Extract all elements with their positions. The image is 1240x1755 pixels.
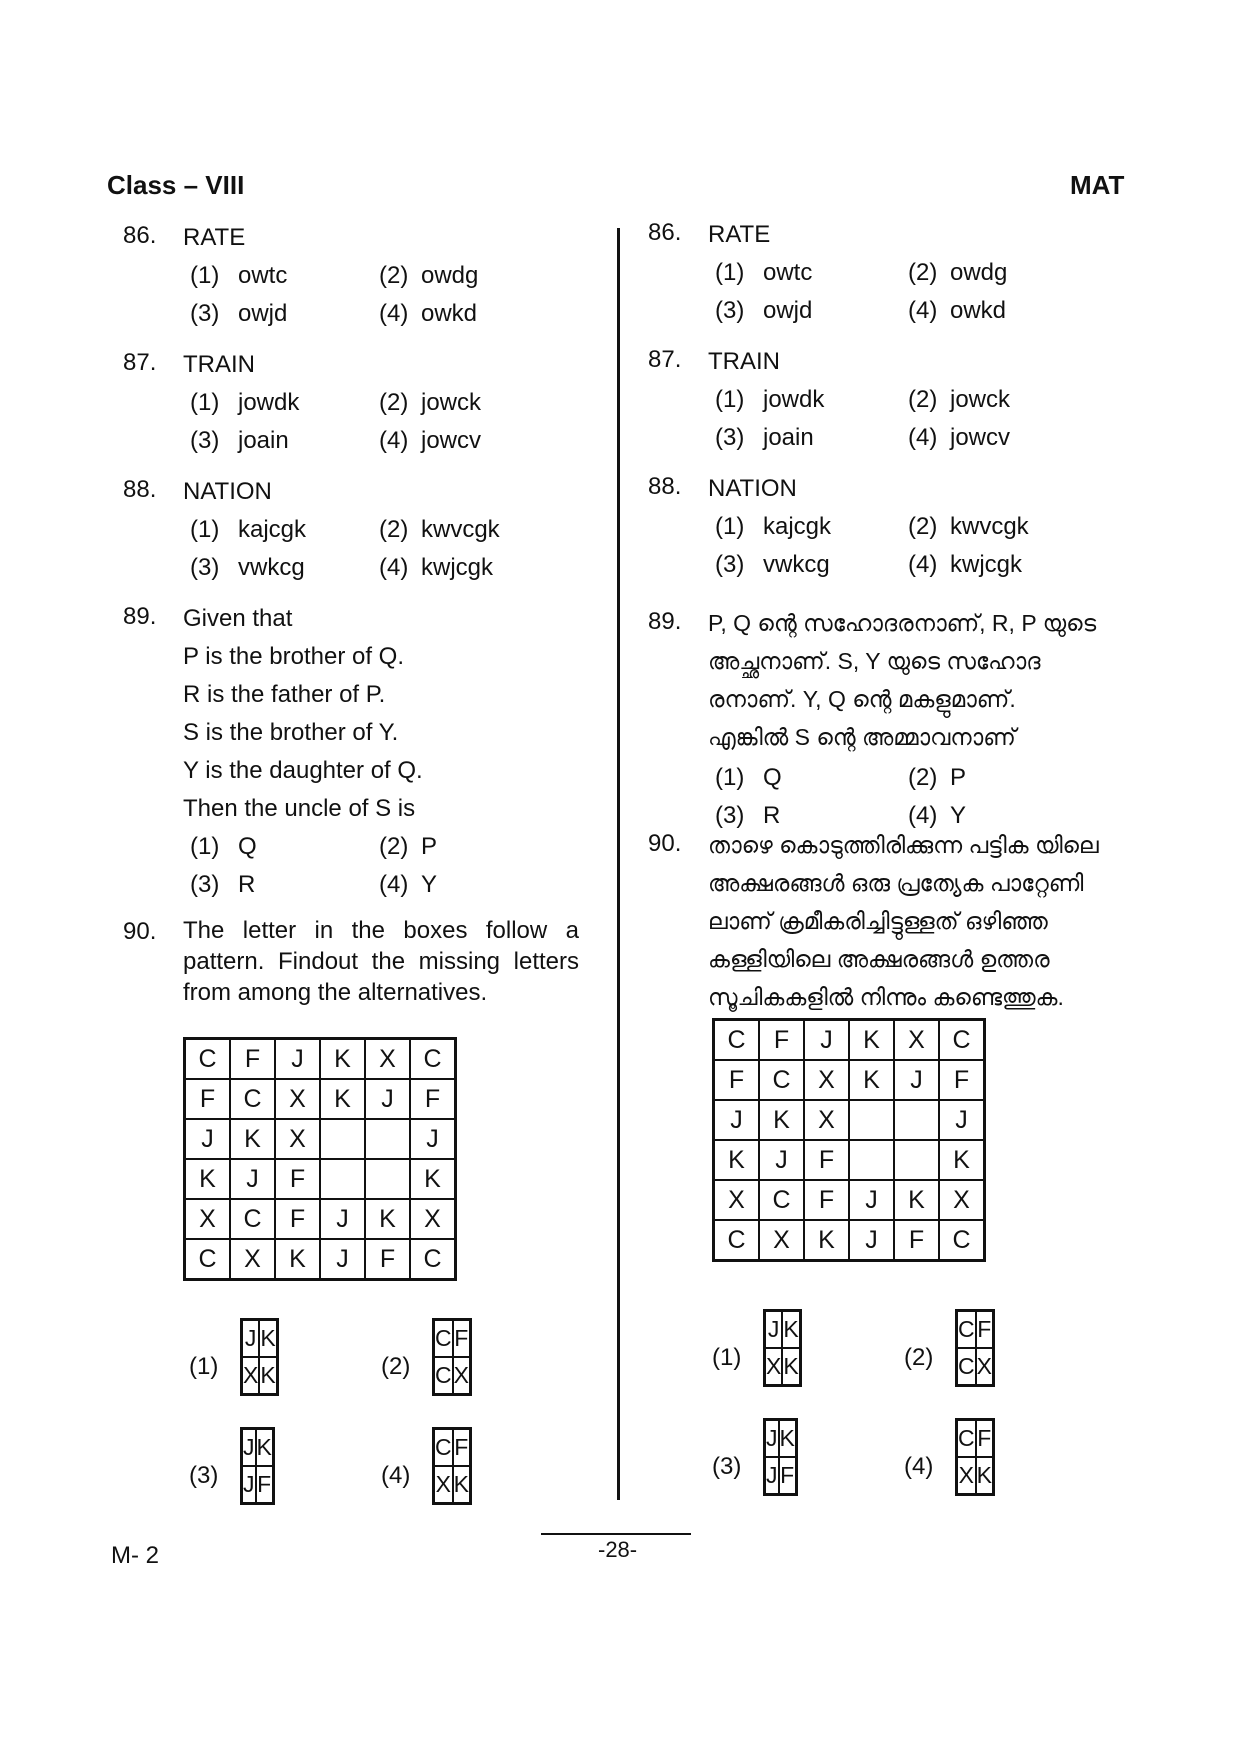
option-number: (3) — [715, 297, 745, 324]
grid-cell: J — [242, 1320, 260, 1358]
grid-cell: X — [365, 1039, 410, 1080]
grid-cell: C — [230, 1199, 275, 1239]
option-number: (1) — [715, 513, 745, 540]
grid-cell: F — [759, 1020, 804, 1061]
option-number: (4) — [379, 300, 409, 327]
option-number: (3) — [715, 802, 745, 829]
option-number: (4) — [379, 554, 409, 581]
grid-cell: X — [957, 1457, 976, 1495]
question-line: Then the uncle of S is — [183, 795, 416, 822]
grid-cell: K — [849, 1020, 894, 1061]
question-line: കള്ളിയിലെ അക്ഷരങ്ങൾ ഉത്തര — [708, 946, 1050, 972]
alternative-grid — [955, 1309, 995, 1387]
grid-cell: C — [410, 1039, 456, 1080]
option-2[interactable] — [908, 508, 1029, 546]
grid-cell: K — [939, 1140, 985, 1180]
grid-cell: X — [804, 1060, 849, 1100]
option-number: (1) — [190, 262, 220, 289]
option-text: joain — [763, 424, 814, 451]
grid-cell: X — [185, 1199, 231, 1239]
grid-cell: K — [230, 1119, 275, 1159]
options — [183, 384, 553, 460]
column-divider — [617, 228, 620, 1500]
grid-cell: F — [275, 1159, 320, 1199]
grid-cell: F — [976, 1311, 994, 1349]
alternative-grid — [432, 1318, 472, 1396]
grid-cell: J — [765, 1457, 779, 1495]
grid-cell — [849, 1100, 894, 1140]
grid-row — [957, 1457, 994, 1495]
grid-cell: J — [849, 1180, 894, 1220]
option-number: (3) — [715, 551, 745, 578]
question-line: സൂചികകളിൽ നിന്നും കണ്ടെത്തുക. — [708, 984, 1064, 1010]
grid-cell: X — [759, 1220, 804, 1261]
grid-cell: X — [410, 1199, 456, 1239]
option-1[interactable] — [715, 759, 782, 797]
option-number: (4) — [908, 551, 938, 578]
option-1[interactable] — [190, 257, 287, 295]
option-3[interactable] — [190, 422, 289, 460]
question-number: 87. — [648, 346, 682, 373]
option-4[interactable] — [379, 866, 437, 904]
grid-cell: X — [714, 1180, 760, 1220]
option-2[interactable] — [379, 384, 481, 422]
option-number: (4) — [908, 424, 938, 451]
option-1[interactable] — [715, 508, 831, 546]
question-word: NATION — [708, 475, 797, 502]
option-3[interactable] — [190, 549, 305, 587]
grid-cell: F — [453, 1429, 471, 1467]
grid-cell: C — [230, 1079, 275, 1119]
grid-row — [714, 1100, 985, 1140]
option-text: P — [950, 764, 967, 791]
option-number: (1) — [715, 764, 745, 791]
grid-cell: K — [804, 1220, 849, 1261]
grid-cell: J — [320, 1239, 365, 1280]
option-text: owdg — [421, 262, 479, 289]
grid-cell: C — [434, 1429, 453, 1467]
grid-row — [185, 1079, 456, 1119]
option-number: (2) — [908, 259, 938, 286]
option-text: jowcv — [950, 424, 1011, 451]
grid-cell: J — [714, 1100, 760, 1140]
grid-cell: K — [259, 1357, 277, 1395]
grid-cell: J — [242, 1429, 256, 1467]
grid-row — [957, 1348, 994, 1386]
question-number: 88. — [123, 476, 157, 503]
option-3[interactable] — [190, 866, 255, 904]
grid-cell: K — [275, 1239, 320, 1280]
grid-row — [714, 1020, 985, 1061]
grid-cell: J — [230, 1159, 275, 1199]
option-text: vwkcg — [763, 551, 830, 578]
question-word: TRAIN — [183, 351, 255, 378]
grid-cell: K — [410, 1159, 456, 1199]
option-3[interactable] — [715, 546, 830, 584]
grid-cell: J — [765, 1311, 783, 1349]
grid-row — [185, 1159, 456, 1199]
grid-cell: C — [434, 1357, 453, 1395]
option-number: (2) — [379, 833, 409, 860]
option-number: (3) — [715, 424, 745, 451]
question-line: Y is the daughter of Q. — [183, 757, 423, 784]
footer-rule — [541, 1533, 691, 1535]
option-text: kwvcgk — [421, 516, 500, 543]
grid-cell: K — [259, 1320, 277, 1358]
option-text: owtc — [238, 262, 288, 289]
subject-label: MAT — [1070, 170, 1125, 200]
option-2[interactable] — [379, 257, 478, 295]
grid-cell — [320, 1119, 365, 1159]
option-number: (4) — [908, 297, 938, 324]
grid-row — [185, 1119, 456, 1159]
alternative-grid — [240, 1318, 279, 1396]
grid-cell — [365, 1159, 410, 1199]
class-label: Class – VIII — [107, 170, 245, 200]
grid-cell: K — [256, 1429, 274, 1467]
question-number: 89. — [648, 608, 682, 635]
grid-cell — [894, 1100, 939, 1140]
grid-cell: X — [434, 1466, 453, 1504]
option-number: (3) — [190, 871, 220, 898]
question-line: ലാണ് ക്രമീകരിച്ചിട്ടുള്ളത് ഒഴിഞ്ഞ — [708, 908, 1048, 934]
option-number: (2) — [908, 764, 938, 791]
grid-row — [242, 1429, 274, 1467]
grid-cell: K — [782, 1348, 800, 1386]
grid-cell: C — [714, 1020, 760, 1061]
grid-row — [185, 1199, 456, 1239]
options — [183, 257, 553, 333]
option-1[interactable] — [190, 384, 299, 422]
option-4[interactable] — [908, 419, 1010, 457]
option-text: jowdk — [763, 386, 825, 413]
page-number: -28- — [598, 1537, 638, 1562]
grid-cell: C — [759, 1060, 804, 1100]
option-number: (3) — [190, 554, 220, 581]
grid-cell — [320, 1159, 365, 1199]
option-text: owkd — [421, 300, 478, 327]
option-text: Y — [421, 871, 438, 898]
alternative-grid — [763, 1309, 802, 1387]
alternative-grid — [240, 1427, 275, 1505]
grid-cell: X — [894, 1020, 939, 1061]
grid-cell: C — [957, 1311, 976, 1349]
option-2[interactable] — [908, 381, 1010, 419]
grid-cell: F — [779, 1457, 797, 1495]
grid-cell: F — [453, 1320, 471, 1358]
options — [708, 759, 1078, 835]
option-text: vwkcg — [238, 554, 305, 581]
grid-cell: F — [939, 1060, 985, 1100]
grid-cell: C — [434, 1320, 453, 1358]
grid-cell: F — [976, 1420, 994, 1458]
option-3[interactable] — [715, 419, 814, 457]
grid-cell: C — [957, 1420, 976, 1458]
option-number: (2) — [908, 386, 938, 413]
grid-row — [434, 1357, 471, 1395]
grid-cell: J — [759, 1140, 804, 1180]
question-number: 86. — [123, 222, 157, 249]
question-number: 87. — [123, 349, 157, 376]
question-line: Given that — [183, 605, 293, 632]
option-text: joain — [238, 427, 289, 454]
grid-cell: F — [894, 1220, 939, 1261]
grid-cell: C — [714, 1220, 760, 1261]
grid-cell: C — [939, 1020, 985, 1061]
grid-cell: K — [185, 1159, 231, 1199]
grid-cell: X — [765, 1348, 783, 1386]
letter-grid — [183, 1037, 457, 1281]
option-number: (2) — [908, 513, 938, 540]
option-text: kajcgk — [238, 516, 307, 543]
option-text: owjd — [238, 300, 288, 327]
grid-row — [765, 1457, 797, 1495]
option-text: R — [763, 802, 781, 829]
option-number: (4) — [908, 802, 938, 829]
grid-cell: C — [957, 1348, 976, 1386]
grid-cell: J — [365, 1079, 410, 1119]
option-text: jowck — [421, 389, 482, 416]
option-4[interactable] — [908, 546, 1022, 584]
alternative-number: (3) — [712, 1453, 742, 1480]
options — [708, 254, 1078, 330]
option-number: (3) — [190, 300, 220, 327]
grid-cell: X — [939, 1180, 985, 1220]
paper-code: M- 2 — [111, 1542, 159, 1569]
option-text: owdg — [950, 259, 1008, 286]
options — [708, 381, 1078, 457]
grid-cell: J — [242, 1466, 256, 1504]
alternative-grid — [955, 1418, 995, 1496]
option-number: (1) — [190, 833, 220, 860]
option-number: (2) — [379, 516, 409, 543]
option-text: Y — [950, 802, 967, 829]
option-text: kajcgk — [763, 513, 832, 540]
grid-row — [714, 1180, 985, 1220]
grid-row — [714, 1220, 985, 1261]
option-number: (4) — [379, 427, 409, 454]
alternative-number: (2) — [904, 1344, 934, 1371]
question-number: 90. — [648, 830, 682, 857]
grid-cell: C — [185, 1039, 231, 1080]
grid-cell: X — [976, 1348, 994, 1386]
question-number: 90. — [123, 918, 157, 945]
grid-cell: F — [410, 1079, 456, 1119]
grid-cell: C — [185, 1239, 231, 1280]
grid-row — [765, 1420, 797, 1458]
grid-cell: J — [275, 1039, 320, 1080]
question-line: S is the brother of Y. — [183, 719, 399, 746]
option-text: kwjcgk — [950, 551, 1023, 578]
grid-cell: K — [453, 1466, 471, 1504]
grid-cell — [849, 1140, 894, 1180]
grid-cell: F — [256, 1466, 274, 1504]
options — [183, 828, 553, 904]
option-text: jowcv — [421, 427, 482, 454]
grid-cell: F — [275, 1199, 320, 1239]
grid-cell: K — [782, 1311, 800, 1349]
question-text: The letter in the boxes follow a pattern. Findout the missing letters from among the alternatives. — [183, 917, 579, 1006]
alternative-number: (4) — [904, 1453, 934, 1480]
alternative-grid — [763, 1418, 798, 1496]
question-word: RATE — [708, 221, 771, 248]
option-1[interactable] — [190, 828, 257, 866]
option-2[interactable] — [379, 828, 437, 866]
grid-cell: K — [849, 1060, 894, 1100]
option-text: owjd — [763, 297, 813, 324]
alternative-number: (3) — [189, 1462, 219, 1489]
grid-row — [714, 1060, 985, 1100]
grid-cell: K — [976, 1457, 994, 1495]
option-text: Q — [238, 833, 257, 860]
alternative-number: (2) — [381, 1353, 411, 1380]
option-2[interactable] — [908, 759, 966, 797]
grid-cell: C — [410, 1239, 456, 1280]
grid-row — [714, 1140, 985, 1180]
option-4[interactable] — [379, 295, 477, 333]
grid-cell: K — [320, 1039, 365, 1080]
grid-row — [242, 1466, 274, 1504]
grid-row — [765, 1311, 801, 1349]
option-4[interactable] — [379, 549, 493, 587]
grid-row — [242, 1357, 278, 1395]
grid-row — [765, 1348, 801, 1386]
option-1[interactable] — [715, 254, 812, 292]
grid-cell: F — [185, 1079, 231, 1119]
grid-cell: C — [759, 1180, 804, 1220]
question-line: എങ്കിൽ S ന്റെ അമ്മാവനാണ് — [708, 724, 1016, 750]
alternative-number: (1) — [189, 1353, 219, 1380]
grid-row — [434, 1320, 471, 1358]
option-number: (3) — [190, 427, 220, 454]
options — [708, 508, 1078, 584]
alternative-number: (4) — [381, 1462, 411, 1489]
option-1[interactable] — [190, 511, 306, 549]
option-3[interactable] — [715, 292, 812, 330]
grid-cell: J — [765, 1420, 779, 1458]
grid-cell: F — [714, 1060, 760, 1100]
grid-cell — [365, 1119, 410, 1159]
grid-cell — [894, 1140, 939, 1180]
grid-cell: X — [275, 1119, 320, 1159]
option-4[interactable] — [379, 422, 481, 460]
grid-cell: J — [410, 1119, 456, 1159]
option-text: Q — [763, 764, 782, 791]
grid-row — [434, 1466, 471, 1504]
option-number: (1) — [190, 389, 220, 416]
question-word: RATE — [183, 224, 246, 251]
grid-cell: F — [804, 1140, 849, 1180]
grid-row — [957, 1420, 994, 1458]
option-text: owkd — [950, 297, 1007, 324]
question-line: താഴെ കൊടുത്തിരിക്കുന്ന പട്ടിക യിലെ — [708, 832, 1099, 858]
grid-cell: J — [804, 1020, 849, 1061]
option-text: R — [238, 871, 256, 898]
question-line: P, Q ന്റെ സഹോദരനാണ്, R, P യുടെ — [708, 610, 1097, 636]
grid-cell: J — [894, 1060, 939, 1100]
grid-cell: J — [849, 1220, 894, 1261]
option-number: (1) — [190, 516, 220, 543]
grid-cell: J — [185, 1119, 231, 1159]
grid-cell: F — [365, 1239, 410, 1280]
grid-cell: J — [939, 1100, 985, 1140]
option-number: (1) — [715, 386, 745, 413]
question-word: TRAIN — [708, 348, 780, 375]
question-line: P is the brother of Q. — [183, 643, 405, 670]
question-line: R is the father of P. — [183, 681, 386, 708]
option-text: P — [421, 833, 438, 860]
grid-row — [185, 1239, 456, 1280]
grid-cell: C — [939, 1220, 985, 1261]
option-number: (2) — [379, 262, 409, 289]
grid-row — [242, 1320, 278, 1358]
question-number: 86. — [648, 219, 682, 246]
option-number: (1) — [715, 259, 745, 286]
option-2[interactable] — [908, 254, 1007, 292]
grid-cell: X — [275, 1079, 320, 1119]
grid-cell: F — [804, 1180, 849, 1220]
grid-cell: K — [320, 1079, 365, 1119]
grid-cell: K — [779, 1420, 797, 1458]
letter-grid — [712, 1018, 986, 1262]
grid-cell: X — [242, 1357, 260, 1395]
question-number: 88. — [648, 473, 682, 500]
question-line: അക്ഷരങ്ങൾ ഒരു പ്രത്യേക പാറ്റേണി — [708, 870, 1084, 896]
option-number: (4) — [379, 871, 409, 898]
option-text: jowck — [950, 386, 1011, 413]
option-4[interactable] — [908, 292, 1006, 330]
grid-cell: J — [320, 1199, 365, 1239]
option-2[interactable] — [379, 511, 500, 549]
option-1[interactable] — [715, 381, 824, 419]
alternative-grid — [432, 1427, 472, 1505]
grid-cell: X — [804, 1100, 849, 1140]
question-word: NATION — [183, 478, 272, 505]
option-text: kwjcgk — [421, 554, 494, 581]
grid-cell: K — [894, 1180, 939, 1220]
options — [183, 511, 553, 587]
grid-cell: K — [365, 1199, 410, 1239]
option-number: (2) — [379, 389, 409, 416]
question-number: 89. — [123, 603, 157, 630]
grid-cell: K — [714, 1140, 760, 1180]
question-line: രനാണ്. Y, Q ന്റെ മകളുമാണ്. — [708, 686, 1016, 712]
grid-row — [185, 1039, 456, 1080]
option-text: jowdk — [238, 389, 300, 416]
grid-cell: K — [759, 1100, 804, 1140]
grid-row — [957, 1311, 994, 1349]
option-text: owtc — [763, 259, 813, 286]
grid-cell: F — [230, 1039, 275, 1080]
grid-cell: X — [230, 1239, 275, 1280]
alternative-number: (1) — [712, 1344, 742, 1371]
grid-cell: X — [453, 1357, 471, 1395]
option-text: kwvcgk — [950, 513, 1029, 540]
question-line: അച്ഛനാണ്. S, Y യുടെ സഹോദ — [708, 648, 1041, 674]
option-3[interactable] — [190, 295, 287, 333]
grid-row — [434, 1429, 471, 1467]
